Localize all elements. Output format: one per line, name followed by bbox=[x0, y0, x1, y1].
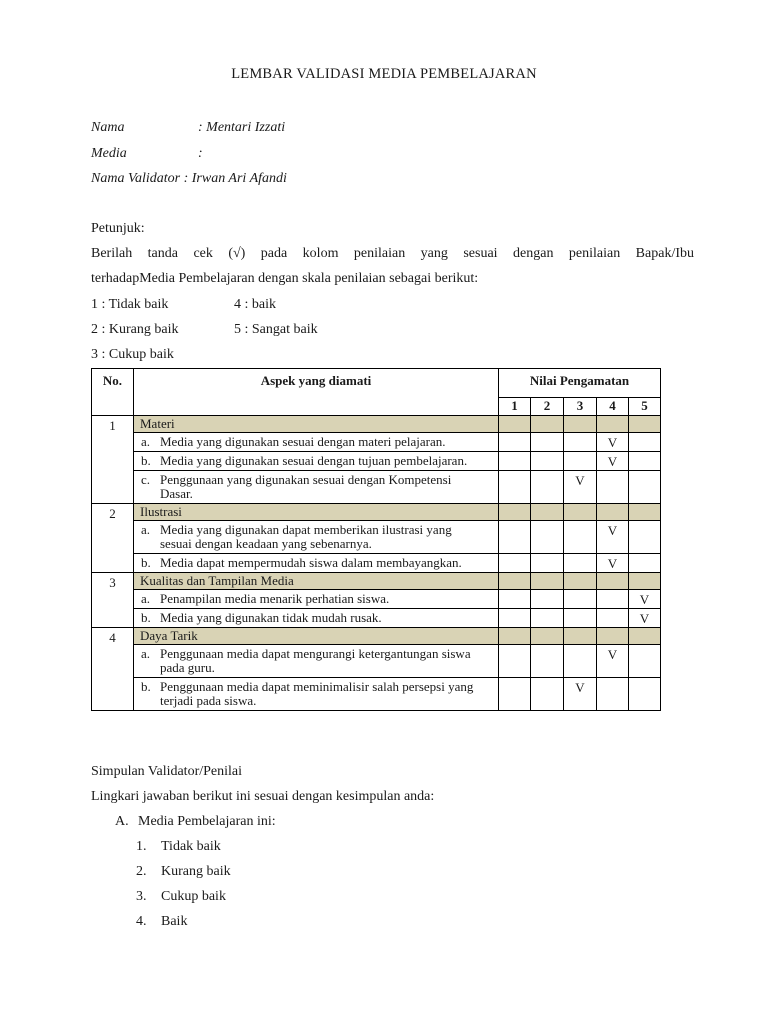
category-label: Daya Tarik bbox=[134, 628, 499, 645]
item-letter: a. bbox=[141, 646, 151, 661]
aspect-item bbox=[134, 678, 499, 711]
item-letter: a. bbox=[141, 522, 151, 537]
scale-row bbox=[91, 347, 234, 363]
table-row bbox=[92, 590, 661, 609]
category-score-cell bbox=[597, 628, 629, 645]
check-mark: V bbox=[575, 473, 585, 488]
table-row bbox=[92, 433, 661, 452]
score-cell[interactable] bbox=[531, 645, 564, 678]
category-score-cell bbox=[564, 416, 597, 433]
score-cell[interactable] bbox=[531, 452, 564, 471]
meta-media-label: Media bbox=[91, 146, 127, 161]
score-cell[interactable] bbox=[531, 471, 564, 504]
category-score-cell bbox=[629, 416, 661, 433]
meta-validator-label: Nama Validator bbox=[91, 171, 181, 186]
score-cell[interactable] bbox=[564, 645, 597, 678]
meta-validator-value: : Irwan Ari Afandi bbox=[183, 171, 287, 186]
score-cell[interactable] bbox=[531, 609, 564, 628]
question-text: Media Pembelajaran ini: bbox=[138, 814, 276, 829]
aspect-item bbox=[134, 554, 499, 573]
score-cell[interactable] bbox=[597, 590, 629, 609]
header-nilai: Nilai Pengamatan bbox=[499, 369, 661, 398]
option-number: 1. bbox=[136, 839, 147, 854]
check-mark: V bbox=[607, 523, 618, 538]
meta-media bbox=[91, 146, 203, 162]
item-text: Media yang digunakan tidak mudah rusak. bbox=[160, 610, 382, 625]
option-item[interactable] bbox=[136, 839, 221, 855]
item-letter: a. bbox=[141, 434, 151, 449]
category-score-cell bbox=[531, 573, 564, 590]
score-cell[interactable] bbox=[597, 521, 629, 554]
check-mark: V bbox=[639, 611, 650, 626]
score-cell[interactable] bbox=[499, 433, 531, 452]
scale-row bbox=[91, 322, 318, 338]
question-letter: A. bbox=[115, 814, 129, 829]
score-header: 2 bbox=[531, 398, 564, 416]
score-cell[interactable] bbox=[629, 433, 661, 452]
score-header: 1 bbox=[499, 398, 531, 416]
score-header: 3 bbox=[564, 398, 597, 416]
document-title: LEMBAR VALIDASI MEDIA PEMBELAJARAN bbox=[231, 66, 537, 82]
row-number: 2 bbox=[92, 504, 134, 573]
category-score-cell bbox=[629, 573, 661, 590]
table-row bbox=[92, 554, 661, 573]
option-item[interactable] bbox=[136, 864, 231, 880]
score-cell[interactable] bbox=[531, 590, 564, 609]
meta-validator bbox=[91, 171, 287, 187]
category-row bbox=[92, 628, 661, 645]
meta-media-value: : bbox=[198, 146, 203, 161]
check-mark: V bbox=[607, 454, 618, 469]
validation-table bbox=[91, 368, 661, 711]
category-score-cell bbox=[531, 504, 564, 521]
score-cell[interactable] bbox=[597, 678, 629, 711]
table-row bbox=[92, 521, 661, 554]
category-score-cell bbox=[499, 628, 531, 645]
score-cell[interactable] bbox=[564, 590, 597, 609]
score-cell[interactable] bbox=[629, 678, 661, 711]
category-score-cell bbox=[499, 573, 531, 590]
category-row bbox=[92, 504, 661, 521]
category-score-cell bbox=[564, 504, 597, 521]
option-number: 4. bbox=[136, 914, 147, 929]
option-text: Cukup baik bbox=[161, 889, 226, 904]
score-cell[interactable] bbox=[564, 471, 597, 504]
option-text: Baik bbox=[161, 914, 188, 929]
aspect-item bbox=[134, 433, 499, 452]
header-aspek: Aspek yang diamati bbox=[134, 369, 499, 416]
petunjuk-heading: Petunjuk: bbox=[91, 221, 145, 236]
petunjuk-line2: terhadapMedia Pembelajaran dengan skala penilaian sebagai berikut: bbox=[91, 271, 479, 286]
check-mark: V bbox=[575, 680, 585, 695]
aspect-item bbox=[134, 452, 499, 471]
category-score-cell bbox=[629, 628, 661, 645]
table-row bbox=[92, 609, 661, 628]
option-text: Tidak baik bbox=[161, 839, 221, 854]
item-text: Penampilan media menarik perhatian siswa. bbox=[160, 591, 390, 606]
score-cell[interactable] bbox=[629, 521, 661, 554]
score-cell[interactable] bbox=[564, 521, 597, 554]
option-text: Kurang baik bbox=[161, 864, 231, 879]
score-cell[interactable] bbox=[629, 452, 661, 471]
simpulan-heading: Simpulan Validator/Penilai bbox=[91, 764, 243, 779]
aspect-item bbox=[134, 590, 499, 609]
score-cell[interactable] bbox=[564, 609, 597, 628]
category-score-cell bbox=[564, 573, 597, 590]
category-score-cell bbox=[564, 628, 597, 645]
score-cell[interactable] bbox=[629, 471, 661, 504]
score-cell[interactable] bbox=[629, 645, 661, 678]
check-mark: V bbox=[607, 556, 618, 571]
item-letter: a. bbox=[141, 591, 151, 606]
option-item[interactable] bbox=[136, 914, 187, 930]
score-header: 5 bbox=[629, 398, 661, 416]
score-cell[interactable] bbox=[499, 590, 531, 609]
score-header: 4 bbox=[597, 398, 629, 416]
scale-item: 5 : Sangat baik bbox=[234, 322, 318, 337]
aspect-item bbox=[134, 609, 499, 628]
table-row bbox=[92, 452, 661, 471]
row-number: 1 bbox=[92, 416, 134, 504]
category-score-cell bbox=[629, 504, 661, 521]
score-cell[interactable] bbox=[499, 471, 531, 504]
score-cell[interactable] bbox=[531, 678, 564, 711]
scale-item: 4 : baik bbox=[234, 297, 276, 312]
item-letter: c. bbox=[141, 472, 151, 487]
score-cell[interactable] bbox=[629, 590, 661, 609]
score-cell[interactable] bbox=[597, 554, 629, 573]
score-cell[interactable] bbox=[531, 554, 564, 573]
score-cell[interactable] bbox=[531, 433, 564, 452]
category-row bbox=[92, 416, 661, 433]
category-score-cell bbox=[531, 628, 564, 645]
header-no: No. bbox=[92, 369, 134, 416]
table-row bbox=[92, 471, 661, 504]
category-label: Ilustrasi bbox=[134, 504, 499, 521]
item-text: Media yang digunakan sesuai dengan tujuan pembelajaran. bbox=[160, 453, 468, 468]
category-label: Kualitas dan Tampilan Media bbox=[134, 573, 499, 590]
aspect-item bbox=[134, 471, 499, 504]
meta-nama-value: : Mentari Izzati bbox=[198, 120, 286, 135]
score-cell[interactable] bbox=[629, 554, 661, 573]
scale-row bbox=[91, 297, 276, 313]
table-row bbox=[92, 645, 661, 678]
score-cell[interactable] bbox=[564, 433, 597, 452]
score-cell[interactable] bbox=[629, 609, 661, 628]
category-score-cell bbox=[597, 573, 629, 590]
simpulan-instruction: Lingkari jawaban berikut ini sesuai dengan kesimpulan anda: bbox=[91, 789, 435, 804]
score-cell[interactable] bbox=[597, 452, 629, 471]
score-cell[interactable] bbox=[597, 609, 629, 628]
scale-item: 1 : Tidak baik bbox=[91, 297, 169, 312]
option-number: 3. bbox=[136, 889, 147, 904]
category-score-cell bbox=[597, 504, 629, 521]
item-letter: b. bbox=[141, 555, 151, 570]
score-cell[interactable] bbox=[499, 521, 531, 554]
score-cell[interactable] bbox=[499, 452, 531, 471]
table-body bbox=[92, 416, 661, 711]
scale-item: 2 : Kurang baik bbox=[91, 322, 179, 337]
scale-item: 3 : Cukup baik bbox=[91, 347, 174, 362]
option-number: 2. bbox=[136, 864, 147, 879]
item-text: Media yang digunakan dapat memberikan ilustrasi yang sesuai dengan keadaan yang sebenarnya. bbox=[160, 522, 452, 551]
score-cell[interactable] bbox=[564, 678, 597, 711]
item-letter: b. bbox=[141, 679, 151, 694]
item-letter: b. bbox=[141, 453, 151, 468]
category-label: Materi bbox=[134, 416, 499, 433]
score-cell[interactable] bbox=[564, 554, 597, 573]
item-text: Penggunaan media dapat meminimalisir salah persepsi yang terjadi pada siswa. bbox=[160, 679, 474, 708]
item-text: Penggunaan yang digunakan sesuai dengan Kompetensi Dasar. bbox=[160, 472, 452, 501]
meta-nama bbox=[91, 120, 285, 136]
check-mark: V bbox=[607, 647, 618, 662]
category-score-cell bbox=[531, 416, 564, 433]
petunjuk-line1: Berilah tanda cek (√) pada kolom penilaian yang sesuai dengan penilaian Bapak/Ibu bbox=[91, 246, 694, 261]
aspect-item bbox=[134, 521, 499, 554]
score-cell[interactable] bbox=[597, 471, 629, 504]
check-mark: V bbox=[639, 592, 650, 607]
option-item[interactable] bbox=[136, 889, 226, 905]
aspect-item bbox=[134, 645, 499, 678]
score-cell[interactable] bbox=[564, 452, 597, 471]
score-cell[interactable] bbox=[499, 609, 531, 628]
item-text: Media yang digunakan sesuai dengan materi pelajaran. bbox=[160, 434, 446, 449]
item-text: Media dapat mempermudah siswa dalam membayangkan. bbox=[160, 555, 462, 570]
row-number: 3 bbox=[92, 573, 134, 628]
score-cell[interactable] bbox=[597, 433, 629, 452]
item-letter: b. bbox=[141, 610, 151, 625]
score-cell[interactable] bbox=[597, 645, 629, 678]
score-cell[interactable] bbox=[499, 645, 531, 678]
check-mark: V bbox=[607, 435, 618, 450]
table-row bbox=[92, 678, 661, 711]
row-number: 4 bbox=[92, 628, 134, 711]
category-score-cell bbox=[597, 416, 629, 433]
category-score-cell bbox=[499, 504, 531, 521]
score-cell[interactable] bbox=[499, 554, 531, 573]
score-cell[interactable] bbox=[531, 521, 564, 554]
category-row bbox=[92, 573, 661, 590]
score-cell[interactable] bbox=[499, 678, 531, 711]
meta-nama-label: Nama bbox=[91, 120, 125, 135]
simpulan-question bbox=[115, 814, 276, 830]
category-score-cell bbox=[499, 416, 531, 433]
item-text: Penggunaan media dapat mengurangi ketergantungan siswa pada guru. bbox=[160, 646, 471, 675]
